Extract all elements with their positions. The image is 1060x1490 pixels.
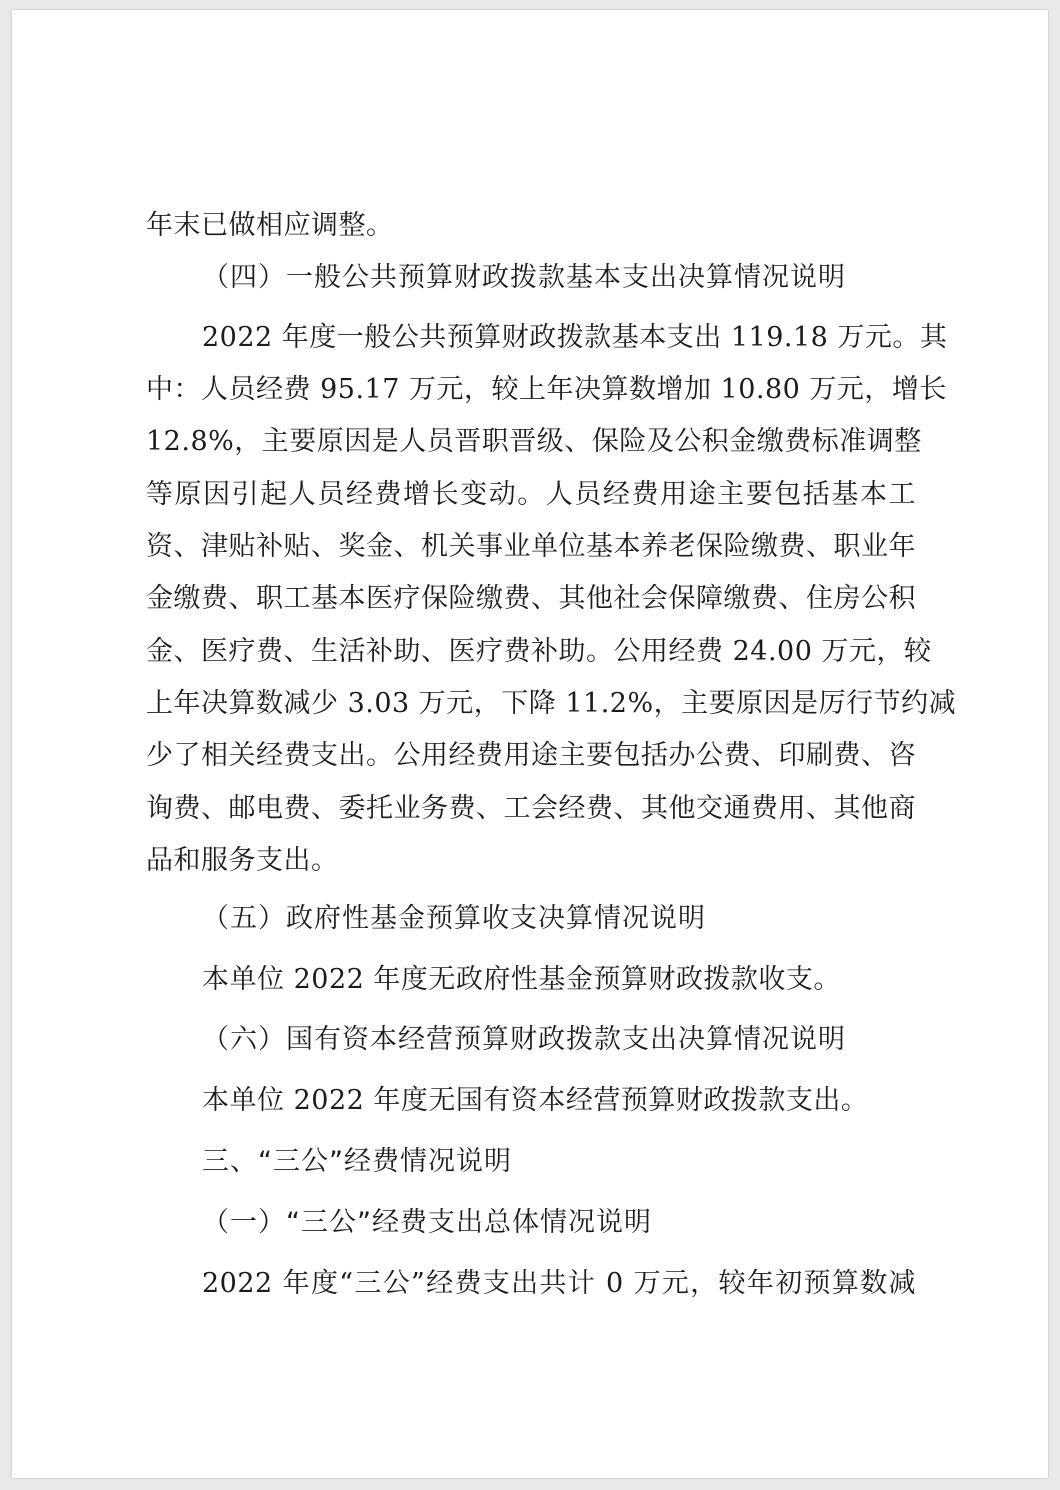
text-line: 金缴费、职工基本医疗保险缴费、其他社会保障缴费、住房公积 <box>146 583 916 614</box>
section-heading: 三、“三公”经费情况说明 <box>202 1146 512 1177</box>
text-line: 中：人员经费 95.17 万元，较上年决算数增加 10.80 万元，增长 <box>146 374 947 405</box>
text-line: 上年决算数减少 3.03 万元，下降 11.2%，主要原因是厉行节约减 <box>146 688 957 719</box>
section-heading: （一）“三公”经费支出总体情况说明 <box>202 1207 652 1238</box>
text-line: 资、津贴补贴、奖金、机关事业单位基本养老保险缴费、职业年 <box>146 531 916 562</box>
text-line: 金、医疗费、生活补助、医疗费补助。公用经费 24.00 万元，较 <box>146 636 932 667</box>
text-line: 等原因引起人员经费增长变动。人员经费用途主要包括基本工 <box>146 479 916 510</box>
text-line: 年末已做相应调整。 <box>146 210 394 241</box>
text-line: 12.8%，主要原因是人员晋职晋级、保险及公积金缴费标准调整 <box>146 426 922 457</box>
text-line: 本单位 2022 年度无国有资本经营预算财政拨款支出。 <box>202 1085 869 1116</box>
section-heading: （五）政府性基金预算收支决算情况说明 <box>202 903 706 934</box>
section-heading: （六）国有资本经营预算财政拨款支出决算情况说明 <box>202 1024 846 1055</box>
section-heading: （四）一般公共预算财政拨款基本支出决算情况说明 <box>202 262 846 293</box>
text-line: 本单位 2022 年度无政府性基金预算财政拨款收支。 <box>202 964 841 995</box>
text-line: 2022 年度一般公共预算财政拨款基本支出 119.18 万元。其 <box>202 322 948 353</box>
text-line: 品和服务支出。 <box>146 845 339 876</box>
text-line: 询费、邮电费、委托业务费、工会经费、其他交通费用、其他商 <box>146 793 916 824</box>
text-line: 少了相关经费支出。公用经费用途主要包括办公费、印刷费、咨 <box>146 740 916 771</box>
text-line: 2022 年度“三公”经费支出共计 0 万元，较年初预算数减 <box>202 1268 916 1299</box>
